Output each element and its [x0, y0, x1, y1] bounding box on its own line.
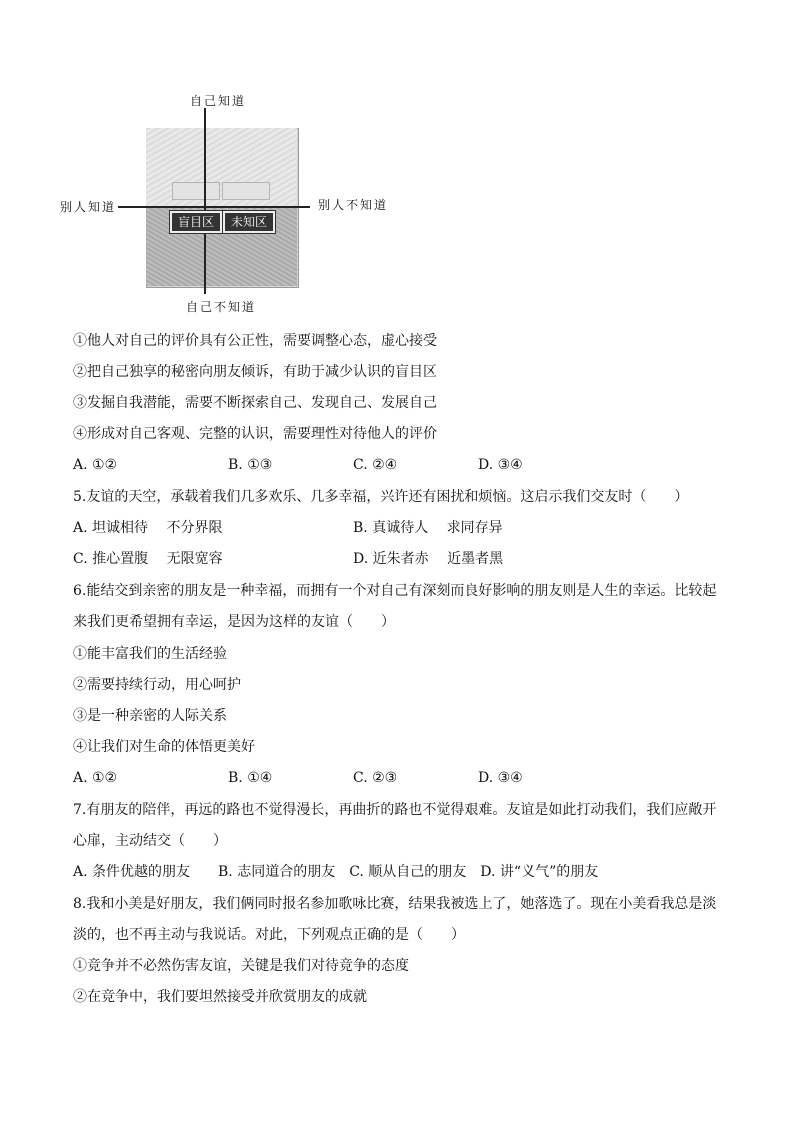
q6-option-b[interactable]: B. ①④ — [228, 770, 273, 786]
diagram-horizontal-axis — [118, 206, 310, 208]
q7-stem-line1: 7.有朋友的陪伴，再远的路也不觉得漫长，再曲折的路也不觉得艰难。友谊是如此打动我们，我们应敞开 — [73, 802, 717, 818]
q4-option-d[interactable]: D. ③④ — [478, 457, 523, 473]
diagram-right-label: 别人不知道 — [318, 198, 389, 212]
q6-statement-3: ③是一种亲密的人际关系 — [73, 708, 227, 724]
q4-statement-3: ③发掘自我潜能，需要不断探索自己、发现自己、发展自己 — [73, 395, 437, 411]
diagram-faint-label-left — [172, 182, 220, 200]
q8-stem-line2: 淡的，也不再主动与我说话。对此，下列观点正确的是（ ） — [73, 927, 465, 943]
q6-statement-4: ④让我们对生命的体悟更美好 — [73, 739, 255, 755]
q4-option-c[interactable]: C. ②④ — [353, 457, 398, 473]
johari-window-diagram — [60, 96, 400, 318]
blind-area-tag: 盲目区 — [170, 211, 222, 233]
q5-option-d[interactable]: D. 近朱者赤 近墨者黑 — [353, 551, 504, 567]
q6-statement-1: ①能丰富我们的生活经验 — [73, 646, 227, 662]
unknown-area-tag: 未知区 — [223, 211, 275, 233]
diagram-top-label: 自己知道 — [190, 94, 247, 108]
q7-stem-line2: 心扉，主动结交（ ） — [73, 833, 227, 849]
q6-option-d[interactable]: D. ③④ — [478, 770, 523, 786]
q5-option-a[interactable]: A. 坦诚相待 不分界限 — [73, 520, 223, 536]
q6-option-a[interactable]: A. ①② — [73, 770, 118, 786]
diagram-faint-label-right — [222, 182, 270, 200]
q4-option-b[interactable]: B. ①③ — [228, 457, 273, 473]
q6-stem-line1: 6.能结交到亲密的朋友是一种幸福，而拥有一个对自己有深刻而良好影响的朋友则是人生的幸运。比较起 — [73, 583, 717, 599]
diagram-left-label: 别人知道 — [60, 200, 117, 214]
q4-statement-1: ①他人对自己的评价具有公正性，需要调整心态，虚心接受 — [73, 333, 437, 349]
q7-options[interactable]: A. 条件优越的朋友 B. 志同道合的朋友 C. 顺从自己的朋友 D. 讲“义气”的朋友 — [73, 864, 599, 880]
q5-option-b[interactable]: B. 真诚待人 求同存异 — [353, 520, 503, 536]
diagram-vertical-axis — [204, 108, 206, 294]
q8-stem-line1: 8.我和小美是好朋友，我们俩同时报名参加歌咏比赛，结果我被选上了，她落选了。现在小美看我总是淡 — [73, 896, 717, 912]
q4-statement-2: ②把自己独享的秘密向朋友倾诉，有助于减少认识的盲目区 — [73, 364, 437, 380]
diagram-bottom-label: 自己不知道 — [186, 300, 257, 314]
q8-statement-1: ①竞争并不必然伤害友谊，关键是我们对待竞争的态度 — [73, 958, 409, 974]
q6-statement-2: ②需要持续行动，用心呵护 — [73, 677, 241, 693]
q4-statement-4: ④形成对自己客观、完整的认识，需要理性对待他人的评价 — [73, 426, 437, 442]
q6-stem-line2: 来我们更希望拥有幸运，是因为这样的友谊（ ） — [73, 614, 395, 630]
q5-stem: 5.友谊的天空，承载着我们几多欢乐、几多幸福，兴许还有困扰和烦恼。这启示我们交友时（ ） — [73, 489, 689, 505]
q5-option-c[interactable]: C. 推心置腹 无限宽容 — [73, 551, 223, 567]
q8-statement-2: ②在竞争中，我们要坦然接受并欣赏朋友的成就 — [73, 989, 367, 1005]
q6-option-c[interactable]: C. ②③ — [353, 770, 398, 786]
q4-option-a[interactable]: A. ①② — [73, 457, 118, 473]
